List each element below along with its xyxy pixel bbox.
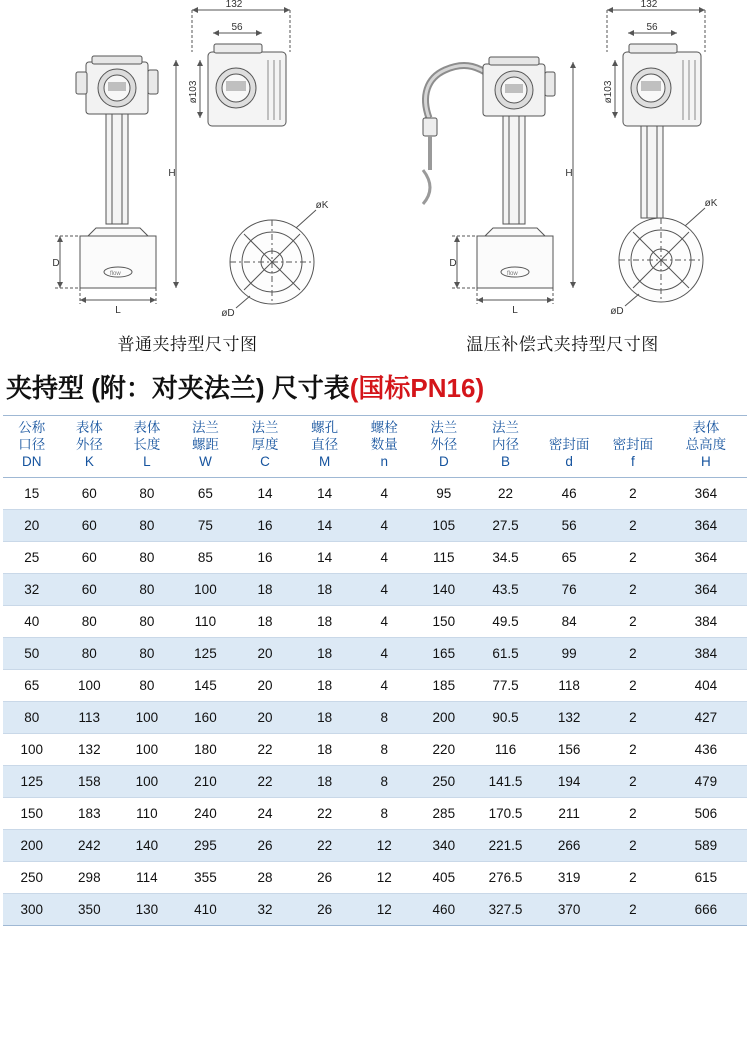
cell-h: 615 <box>665 861 747 893</box>
table-row <box>3 637 747 669</box>
cell-m: 14 <box>295 541 355 573</box>
cell-d: 140 <box>414 573 474 605</box>
cell-k: 183 <box>61 797 119 829</box>
col-header-dn: 公称 口径 DN <box>3 416 61 478</box>
cell-w: 180 <box>176 733 236 765</box>
cell-h: 404 <box>665 669 747 701</box>
table-row <box>3 797 747 829</box>
cell-c: 26 <box>235 829 295 861</box>
cell-n: 4 <box>354 669 414 701</box>
col-header-w: 法兰 螺距 W <box>176 416 236 478</box>
cell-seal-d: 46 <box>537 477 601 509</box>
cell-m: 14 <box>295 509 355 541</box>
cell-d: 185 <box>414 669 474 701</box>
cell-b: 116 <box>474 733 538 765</box>
cell-b: 141.5 <box>474 765 538 797</box>
cell-n: 8 <box>354 797 414 829</box>
cell-d: 165 <box>414 637 474 669</box>
cell-k: 60 <box>61 573 119 605</box>
cell-h: 436 <box>665 733 747 765</box>
cell-m: 22 <box>295 797 355 829</box>
cell-m: 26 <box>295 861 355 893</box>
cell-d: 405 <box>414 861 474 893</box>
cell-m: 18 <box>295 701 355 733</box>
cell-seal-f: 2 <box>601 861 665 893</box>
cell-dn: 15 <box>3 477 61 509</box>
svg-text:flow: flow <box>507 271 518 277</box>
cell-seal-d: 118 <box>537 669 601 701</box>
cell-w: 410 <box>176 893 236 925</box>
cell-c: 16 <box>235 541 295 573</box>
cell-seal-d: 319 <box>537 861 601 893</box>
cell-w: 110 <box>176 605 236 637</box>
cell-l: 80 <box>118 509 176 541</box>
cell-w: 240 <box>176 797 236 829</box>
cell-n: 12 <box>354 893 414 925</box>
cell-h: 589 <box>665 829 747 861</box>
drawing-captions <box>0 320 750 364</box>
cell-seal-f: 2 <box>601 765 665 797</box>
dim-h-left: H <box>168 168 176 179</box>
cell-l: 100 <box>118 701 176 733</box>
cell-d: 150 <box>414 605 474 637</box>
cell-b: 27.5 <box>474 509 538 541</box>
cell-w: 85 <box>176 541 236 573</box>
cell-seal-d: 65 <box>537 541 601 573</box>
cell-h: 479 <box>665 765 747 797</box>
col-header-l: 表体 长度 L <box>118 416 176 478</box>
cell-l: 140 <box>118 829 176 861</box>
dim-d-left: D <box>52 258 60 269</box>
col-header-b: 法兰 内径 B <box>474 416 538 478</box>
cell-c: 18 <box>235 573 295 605</box>
dim-top-inner-left: 56 <box>231 22 243 33</box>
cell-d: 460 <box>414 893 474 925</box>
cell-k: 60 <box>61 477 119 509</box>
cell-w: 210 <box>176 765 236 797</box>
dim-l-right: L <box>512 305 518 316</box>
cell-seal-f: 2 <box>601 605 665 637</box>
dim-diameter-right: ø103 <box>603 80 614 104</box>
cell-k: 80 <box>61 637 119 669</box>
cell-w: 355 <box>176 861 236 893</box>
cell-b: 49.5 <box>474 605 538 637</box>
drawing-temp-pressure-clamp <box>375 0 750 320</box>
cell-n: 8 <box>354 701 414 733</box>
cell-l: 114 <box>118 861 176 893</box>
cell-h: 506 <box>665 797 747 829</box>
cell-d: 95 <box>414 477 474 509</box>
cell-n: 12 <box>354 829 414 861</box>
cell-seal-d: 370 <box>537 893 601 925</box>
cell-seal-d: 99 <box>537 637 601 669</box>
cell-m: 18 <box>295 637 355 669</box>
dim-k-right: øK <box>704 198 718 209</box>
cell-seal-d: 211 <box>537 797 601 829</box>
cell-m: 18 <box>295 605 355 637</box>
cell-w: 295 <box>176 829 236 861</box>
cell-h: 384 <box>665 605 747 637</box>
cell-b: 90.5 <box>474 701 538 733</box>
cell-dn: 20 <box>3 509 61 541</box>
cell-k: 80 <box>61 605 119 637</box>
cell-dn: 200 <box>3 829 61 861</box>
cell-dn: 125 <box>3 765 61 797</box>
cell-l: 110 <box>118 797 176 829</box>
cell-c: 32 <box>235 893 295 925</box>
cell-w: 65 <box>176 477 236 509</box>
table-row <box>3 765 747 797</box>
cell-l: 100 <box>118 733 176 765</box>
dim-l-left: L <box>115 305 121 316</box>
cell-k: 60 <box>61 541 119 573</box>
cell-w: 75 <box>176 509 236 541</box>
cell-dn: 25 <box>3 541 61 573</box>
table-row <box>3 733 747 765</box>
cell-m: 14 <box>295 477 355 509</box>
cell-l: 130 <box>118 893 176 925</box>
cell-h: 364 <box>665 573 747 605</box>
caption-standard-clamp: 普通夹持型尺寸图 <box>117 335 258 354</box>
cell-seal-f: 2 <box>601 509 665 541</box>
table-row <box>3 861 747 893</box>
cell-l: 100 <box>118 765 176 797</box>
cell-b: 34.5 <box>474 541 538 573</box>
table-row <box>3 669 747 701</box>
cell-c: 20 <box>235 637 295 669</box>
table-head <box>3 416 747 478</box>
cell-c: 22 <box>235 733 295 765</box>
col-header-d: 法兰 外径 D <box>414 416 474 478</box>
cell-dn: 100 <box>3 733 61 765</box>
dim-top-inner-right: 56 <box>646 22 658 33</box>
cell-seal-d: 156 <box>537 733 601 765</box>
cell-b: 276.5 <box>474 861 538 893</box>
dimension-table <box>3 415 747 926</box>
cell-c: 14 <box>235 477 295 509</box>
table-row <box>3 605 747 637</box>
cell-m: 26 <box>295 893 355 925</box>
table-row <box>3 701 747 733</box>
cell-l: 80 <box>118 605 176 637</box>
cell-n: 4 <box>354 605 414 637</box>
cell-n: 4 <box>354 477 414 509</box>
cell-m: 22 <box>295 829 355 861</box>
cell-seal-f: 2 <box>601 797 665 829</box>
cell-b: 77.5 <box>474 669 538 701</box>
cell-d: 200 <box>414 701 474 733</box>
cell-k: 113 <box>61 701 119 733</box>
table-header-row <box>3 416 747 478</box>
cell-seal-f: 2 <box>601 893 665 925</box>
table-row <box>3 829 747 861</box>
dim-h-right: H <box>565 168 573 179</box>
cell-seal-f: 2 <box>601 637 665 669</box>
cell-seal-d: 266 <box>537 829 601 861</box>
col-header-c: 法兰 厚度 C <box>235 416 295 478</box>
cell-d: 220 <box>414 733 474 765</box>
drawing-standard-clamp <box>0 0 375 320</box>
cell-dn: 65 <box>3 669 61 701</box>
cell-d: 340 <box>414 829 474 861</box>
cell-k: 350 <box>61 893 119 925</box>
cell-n: 4 <box>354 573 414 605</box>
cell-c: 22 <box>235 765 295 797</box>
cell-w: 160 <box>176 701 236 733</box>
cell-dn: 50 <box>3 637 61 669</box>
drawing-standard-clamp-svg <box>0 0 375 320</box>
col-header-seal-f: 密封面 f <box>601 416 665 478</box>
col-header-n: 螺栓 数量 n <box>354 416 414 478</box>
cell-seal-f: 2 <box>601 573 665 605</box>
cell-seal-d: 194 <box>537 765 601 797</box>
cell-b: 170.5 <box>474 797 538 829</box>
cell-h: 364 <box>665 541 747 573</box>
cell-m: 18 <box>295 733 355 765</box>
cell-h: 666 <box>665 893 747 925</box>
page-title <box>0 364 750 415</box>
cell-seal-f: 2 <box>601 733 665 765</box>
dim-diameter-left: ø103 <box>188 80 199 104</box>
cell-b: 22 <box>474 477 538 509</box>
cell-w: 145 <box>176 669 236 701</box>
dim-top-width-left: 132 <box>225 0 243 10</box>
cell-seal-f: 2 <box>601 829 665 861</box>
cell-dn: 40 <box>3 605 61 637</box>
cell-l: 80 <box>118 637 176 669</box>
cell-h: 384 <box>665 637 747 669</box>
cell-n: 8 <box>354 733 414 765</box>
cell-h: 427 <box>665 701 747 733</box>
table-row <box>3 573 747 605</box>
table-row <box>3 541 747 573</box>
cell-dn: 150 <box>3 797 61 829</box>
dim-d-right: D <box>449 258 457 269</box>
cell-k: 158 <box>61 765 119 797</box>
cell-d: 285 <box>414 797 474 829</box>
table-row <box>3 477 747 509</box>
cell-n: 4 <box>354 637 414 669</box>
cell-l: 80 <box>118 541 176 573</box>
dimension-drawings <box>0 0 750 320</box>
cell-m: 18 <box>295 765 355 797</box>
dim-top-width-right: 132 <box>640 0 658 10</box>
cell-d: 115 <box>414 541 474 573</box>
page-title-accent: (国标PN16) <box>349 373 485 403</box>
cell-seal-f: 2 <box>601 541 665 573</box>
cell-m: 18 <box>295 669 355 701</box>
cell-h: 364 <box>665 477 747 509</box>
cell-c: 16 <box>235 509 295 541</box>
drawing-temp-pressure-clamp-svg <box>375 0 750 320</box>
cell-b: 61.5 <box>474 637 538 669</box>
cell-m: 18 <box>295 573 355 605</box>
cell-l: 80 <box>118 669 176 701</box>
svg-text:flow: flow <box>110 271 121 277</box>
cell-seal-f: 2 <box>601 477 665 509</box>
cell-seal-f: 2 <box>601 669 665 701</box>
cell-n: 4 <box>354 541 414 573</box>
dim-od-left: øD <box>221 308 235 319</box>
col-header-k: 表体 外径 K <box>61 416 119 478</box>
cell-w: 125 <box>176 637 236 669</box>
cell-b: 327.5 <box>474 893 538 925</box>
col-header-seal-d: 密封面 d <box>537 416 601 478</box>
cell-seal-d: 132 <box>537 701 601 733</box>
cell-b: 221.5 <box>474 829 538 861</box>
cell-c: 18 <box>235 605 295 637</box>
cell-n: 4 <box>354 509 414 541</box>
cell-h: 364 <box>665 509 747 541</box>
cell-c: 24 <box>235 797 295 829</box>
cell-k: 298 <box>61 861 119 893</box>
cell-seal-d: 84 <box>537 605 601 637</box>
cell-seal-f: 2 <box>601 701 665 733</box>
cell-dn: 250 <box>3 861 61 893</box>
table-body <box>3 477 747 925</box>
cell-c: 20 <box>235 701 295 733</box>
cell-d: 250 <box>414 765 474 797</box>
cell-c: 28 <box>235 861 295 893</box>
page-title-main: 夹持型 (附：对夹法兰) 尺寸表 <box>6 373 350 403</box>
caption-temp-pressure-clamp: 温压补偿式夹持型尺寸图 <box>466 335 659 354</box>
cell-w: 100 <box>176 573 236 605</box>
dim-od-right: øD <box>610 306 624 317</box>
cell-n: 12 <box>354 861 414 893</box>
cell-k: 100 <box>61 669 119 701</box>
cell-b: 43.5 <box>474 573 538 605</box>
cell-seal-d: 56 <box>537 509 601 541</box>
cell-c: 20 <box>235 669 295 701</box>
cell-k: 132 <box>61 733 119 765</box>
cell-dn: 80 <box>3 701 61 733</box>
cell-l: 80 <box>118 573 176 605</box>
cell-n: 8 <box>354 765 414 797</box>
cell-dn: 300 <box>3 893 61 925</box>
cell-d: 105 <box>414 509 474 541</box>
dim-k-left: øK <box>315 200 329 211</box>
cell-dn: 32 <box>3 573 61 605</box>
table-row <box>3 893 747 925</box>
cell-seal-d: 76 <box>537 573 601 605</box>
col-header-m: 螺孔 直径 M <box>295 416 355 478</box>
cell-k: 242 <box>61 829 119 861</box>
cell-l: 80 <box>118 477 176 509</box>
cell-k: 60 <box>61 509 119 541</box>
col-header-h: 表体 总高度 H <box>665 416 747 478</box>
table-row <box>3 509 747 541</box>
